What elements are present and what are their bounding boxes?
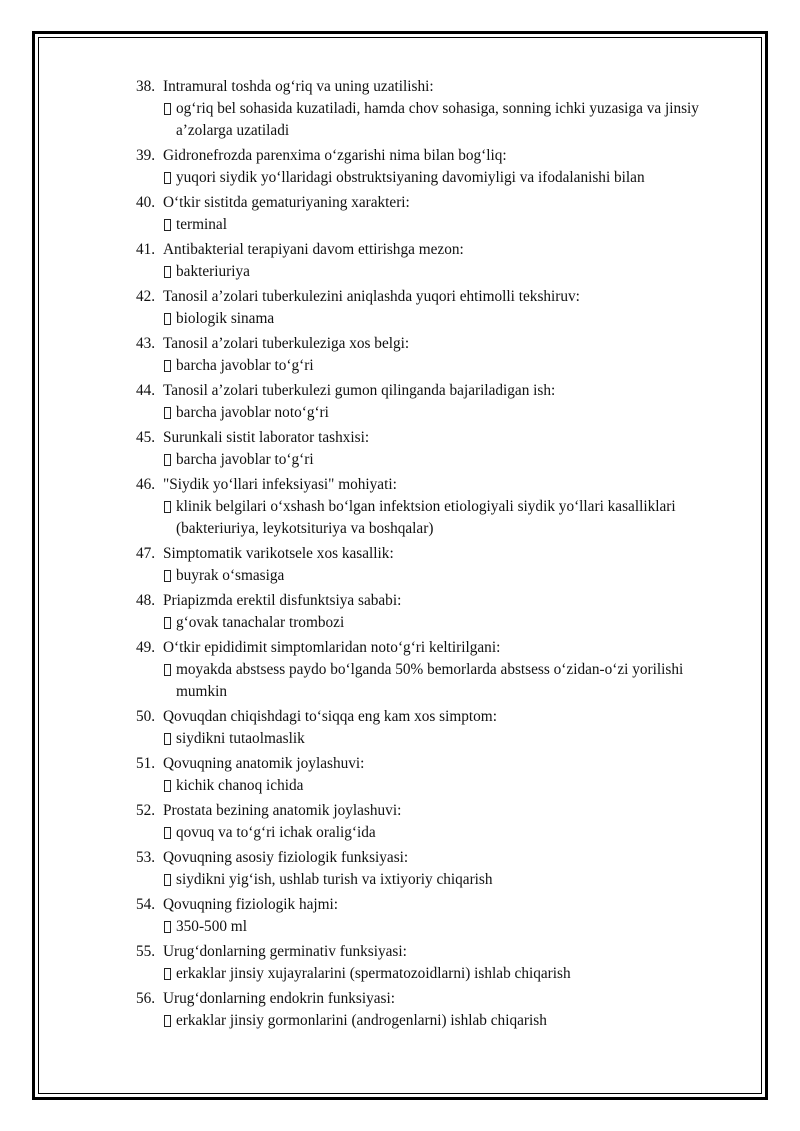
- question-line: [136, 192, 736, 214]
- answer-text: moyakda abstsess paydo bo‘lganda 50% bemorlarda abstsess o‘zidan-o‘zi yorilishi mumkin: [176, 661, 684, 700]
- missing-glyph-box-icon: [164, 313, 171, 325]
- question-line: [136, 637, 736, 659]
- answer-line: [163, 916, 736, 938]
- answer-line: [163, 402, 736, 424]
- question-line: [136, 76, 736, 98]
- question-text: "Siydik yo‘llari infeksiyasi" mohiyati:: [163, 476, 397, 493]
- question-line: [136, 543, 736, 565]
- missing-glyph-box-icon: [164, 1015, 171, 1027]
- question-number: 50.: [136, 708, 156, 725]
- answer-line: [163, 565, 736, 587]
- answer-line: [163, 1010, 736, 1032]
- missing-glyph-box-icon: [164, 827, 171, 839]
- question-text: Intramural toshda og‘riq va uning uzatilishi:: [163, 78, 434, 95]
- missing-glyph-box-icon: [164, 360, 171, 372]
- question-number: 51.: [136, 755, 156, 772]
- answer-text: siydikni yig‘ish, ushlab turish va ixtiyoriy chiqarish: [176, 871, 493, 888]
- question-text: Tanosil a’zolari tuberkulezini aniqlashda yuqori ehtimolli tekshiruv:: [163, 288, 580, 305]
- answer-line: [163, 659, 736, 703]
- question-line: [136, 380, 736, 402]
- question-text: Qovuqning fiziologik hajmi:: [163, 896, 339, 913]
- question-text: Priapizmda erektil disfunktsiya sababi:: [163, 592, 402, 609]
- question-item: [136, 380, 736, 424]
- question-text: Surunkali sistit laborator tashxisi:: [163, 429, 370, 446]
- question-number: 44.: [136, 382, 156, 399]
- question-item: [136, 753, 736, 797]
- answer-line: [163, 449, 736, 471]
- missing-glyph-box-icon: [164, 407, 171, 419]
- answer-line: [163, 869, 736, 891]
- missing-glyph-box-icon: [164, 874, 171, 886]
- question-line: [136, 706, 736, 728]
- question-text: O‘tkir sistitda gematuriyaning xarakteri:: [163, 194, 410, 211]
- question-number: 54.: [136, 896, 156, 913]
- question-number: 55.: [136, 943, 156, 960]
- question-number: 45.: [136, 429, 156, 446]
- question-line: [136, 847, 736, 869]
- missing-glyph-box-icon: [164, 501, 171, 513]
- answer-text: siydikni tutaolmaslik: [176, 730, 305, 747]
- question-number: 49.: [136, 639, 156, 656]
- answer-text: qovuq va to‘g‘ri ichak oralig‘ida: [176, 824, 376, 841]
- question-number: 38.: [136, 78, 156, 95]
- question-text: Prostata bezining anatomik joylashuvi:: [163, 802, 402, 819]
- answer-text: klinik belgilari o‘xshash bo‘lgan infektsion etiologiyali siydik yo‘llari kasalliklari (bakteriuriya, leykotsituriya va boshqalar): [176, 498, 676, 537]
- answer-line: [163, 612, 736, 634]
- answer-text: kichik chanoq ichida: [176, 777, 304, 794]
- question-line: [136, 800, 736, 822]
- question-line: [136, 941, 736, 963]
- answer-text: 350-500 ml: [176, 918, 247, 935]
- answer-line: [163, 214, 736, 236]
- missing-glyph-box-icon: [164, 664, 171, 676]
- question-item: [136, 988, 736, 1032]
- question-line: [136, 286, 736, 308]
- answer-text: barcha javoblar noto‘g‘ri: [176, 404, 329, 421]
- question-text: Qovuqdan chiqishdagi to‘siqqa eng kam xos simptom:: [163, 708, 497, 725]
- missing-glyph-box-icon: [164, 617, 171, 629]
- missing-glyph-box-icon: [164, 968, 171, 980]
- missing-glyph-box-icon: [164, 921, 171, 933]
- question-item: [136, 145, 736, 189]
- question-item: [136, 847, 736, 891]
- question-number: 42.: [136, 288, 156, 305]
- question-number: 48.: [136, 592, 156, 609]
- answer-line: [163, 822, 736, 844]
- question-text: Tanosil a’zolari tuberkuleziga xos belgi:: [163, 335, 410, 352]
- question-item: [136, 76, 736, 142]
- question-item: [136, 894, 736, 938]
- question-item: [136, 427, 736, 471]
- question-item: [136, 474, 736, 540]
- question-number: 56.: [136, 990, 156, 1007]
- question-item: [136, 637, 736, 703]
- missing-glyph-box-icon: [164, 266, 171, 278]
- answer-line: [163, 261, 736, 283]
- missing-glyph-box-icon: [164, 780, 171, 792]
- answer-line: [163, 775, 736, 797]
- question-line: [136, 988, 736, 1010]
- question-line: [136, 427, 736, 449]
- answer-text: yuqori siydik yo‘llaridagi obstruktsiyaning davomiyligi va ifodalanishi bilan: [176, 169, 645, 186]
- question-text: Qovuqning anatomik joylashuvi:: [163, 755, 365, 772]
- answer-text: barcha javoblar to‘g‘ri: [176, 451, 314, 468]
- question-text: Urug‘donlarning germinativ funksiyasi:: [163, 943, 407, 960]
- question-number: 41.: [136, 241, 156, 258]
- question-item: [136, 800, 736, 844]
- answer-line: [163, 496, 736, 540]
- question-item: [136, 333, 736, 377]
- question-line: [136, 333, 736, 355]
- question-text: Tanosil a’zolari tuberkulezi gumon qilinganda bajariladigan ish:: [163, 382, 556, 399]
- answer-text: terminal: [176, 216, 227, 233]
- answer-text: erkaklar jinsiy gormonlarini (androgenlarni) ishlab chiqarish: [176, 1012, 547, 1029]
- question-item: [136, 941, 736, 985]
- missing-glyph-box-icon: [164, 570, 171, 582]
- answer-text: erkaklar jinsiy xujayralarini (spermatozoidlarni) ishlab chiqarish: [176, 965, 571, 982]
- question-number: 47.: [136, 545, 156, 562]
- question-line: [136, 590, 736, 612]
- question-text: O‘tkir epididimit simptomlaridan noto‘g‘ri keltirilgani:: [163, 639, 501, 656]
- answer-text: bakteriuriya: [176, 263, 250, 280]
- question-text: Simptomatik varikotsele xos kasallik:: [163, 545, 394, 562]
- missing-glyph-box-icon: [164, 454, 171, 466]
- question-number: 46.: [136, 476, 156, 493]
- question-item: [136, 239, 736, 283]
- question-item: [136, 192, 736, 236]
- answer-line: [163, 98, 736, 142]
- question-number: 52.: [136, 802, 156, 819]
- question-line: [136, 239, 736, 261]
- question-line: [136, 753, 736, 775]
- answer-text: biologik sinama: [176, 310, 275, 327]
- question-line: [136, 894, 736, 916]
- question-item: [136, 286, 736, 330]
- question-number: 43.: [136, 335, 156, 352]
- answer-line: [163, 167, 736, 189]
- question-line: [136, 474, 736, 496]
- missing-glyph-box-icon: [164, 172, 171, 184]
- question-text: Antibakterial terapiyani davom ettirishga mezon:: [163, 241, 464, 258]
- answer-line: [163, 355, 736, 377]
- question-number: 39.: [136, 147, 156, 164]
- answer-text: barcha javoblar to‘g‘ri: [176, 357, 314, 374]
- question-number: 53.: [136, 849, 156, 866]
- answer-line: [163, 963, 736, 985]
- answer-line: [163, 728, 736, 750]
- missing-glyph-box-icon: [164, 733, 171, 745]
- question-number: 40.: [136, 194, 156, 211]
- answer-line: [163, 308, 736, 330]
- answer-text: buyrak o‘smasiga: [176, 567, 285, 584]
- question-item: [136, 590, 736, 634]
- question-line: [136, 145, 736, 167]
- missing-glyph-box-icon: [164, 219, 171, 231]
- missing-glyph-box-icon: [164, 103, 171, 115]
- question-item: [136, 706, 736, 750]
- answer-text: og‘riq bel sohasida kuzatiladi, hamda chov sohasiga, sonning ichki yuzasiga va jinsiy a’zolarga uzatiladi: [176, 100, 699, 139]
- answer-text: g‘ovak tanachalar trombozi: [176, 614, 345, 631]
- question-list: [136, 76, 736, 1035]
- question-text: Gidronefrozda parenxima o‘zgarishi nima bilan bog‘liq:: [163, 147, 507, 164]
- question-item: [136, 543, 736, 587]
- question-text: Qovuqning asosiy fiziologik funksiyasi:: [163, 849, 409, 866]
- question-text: Urug‘donlarning endokrin funksiyasi:: [163, 990, 395, 1007]
